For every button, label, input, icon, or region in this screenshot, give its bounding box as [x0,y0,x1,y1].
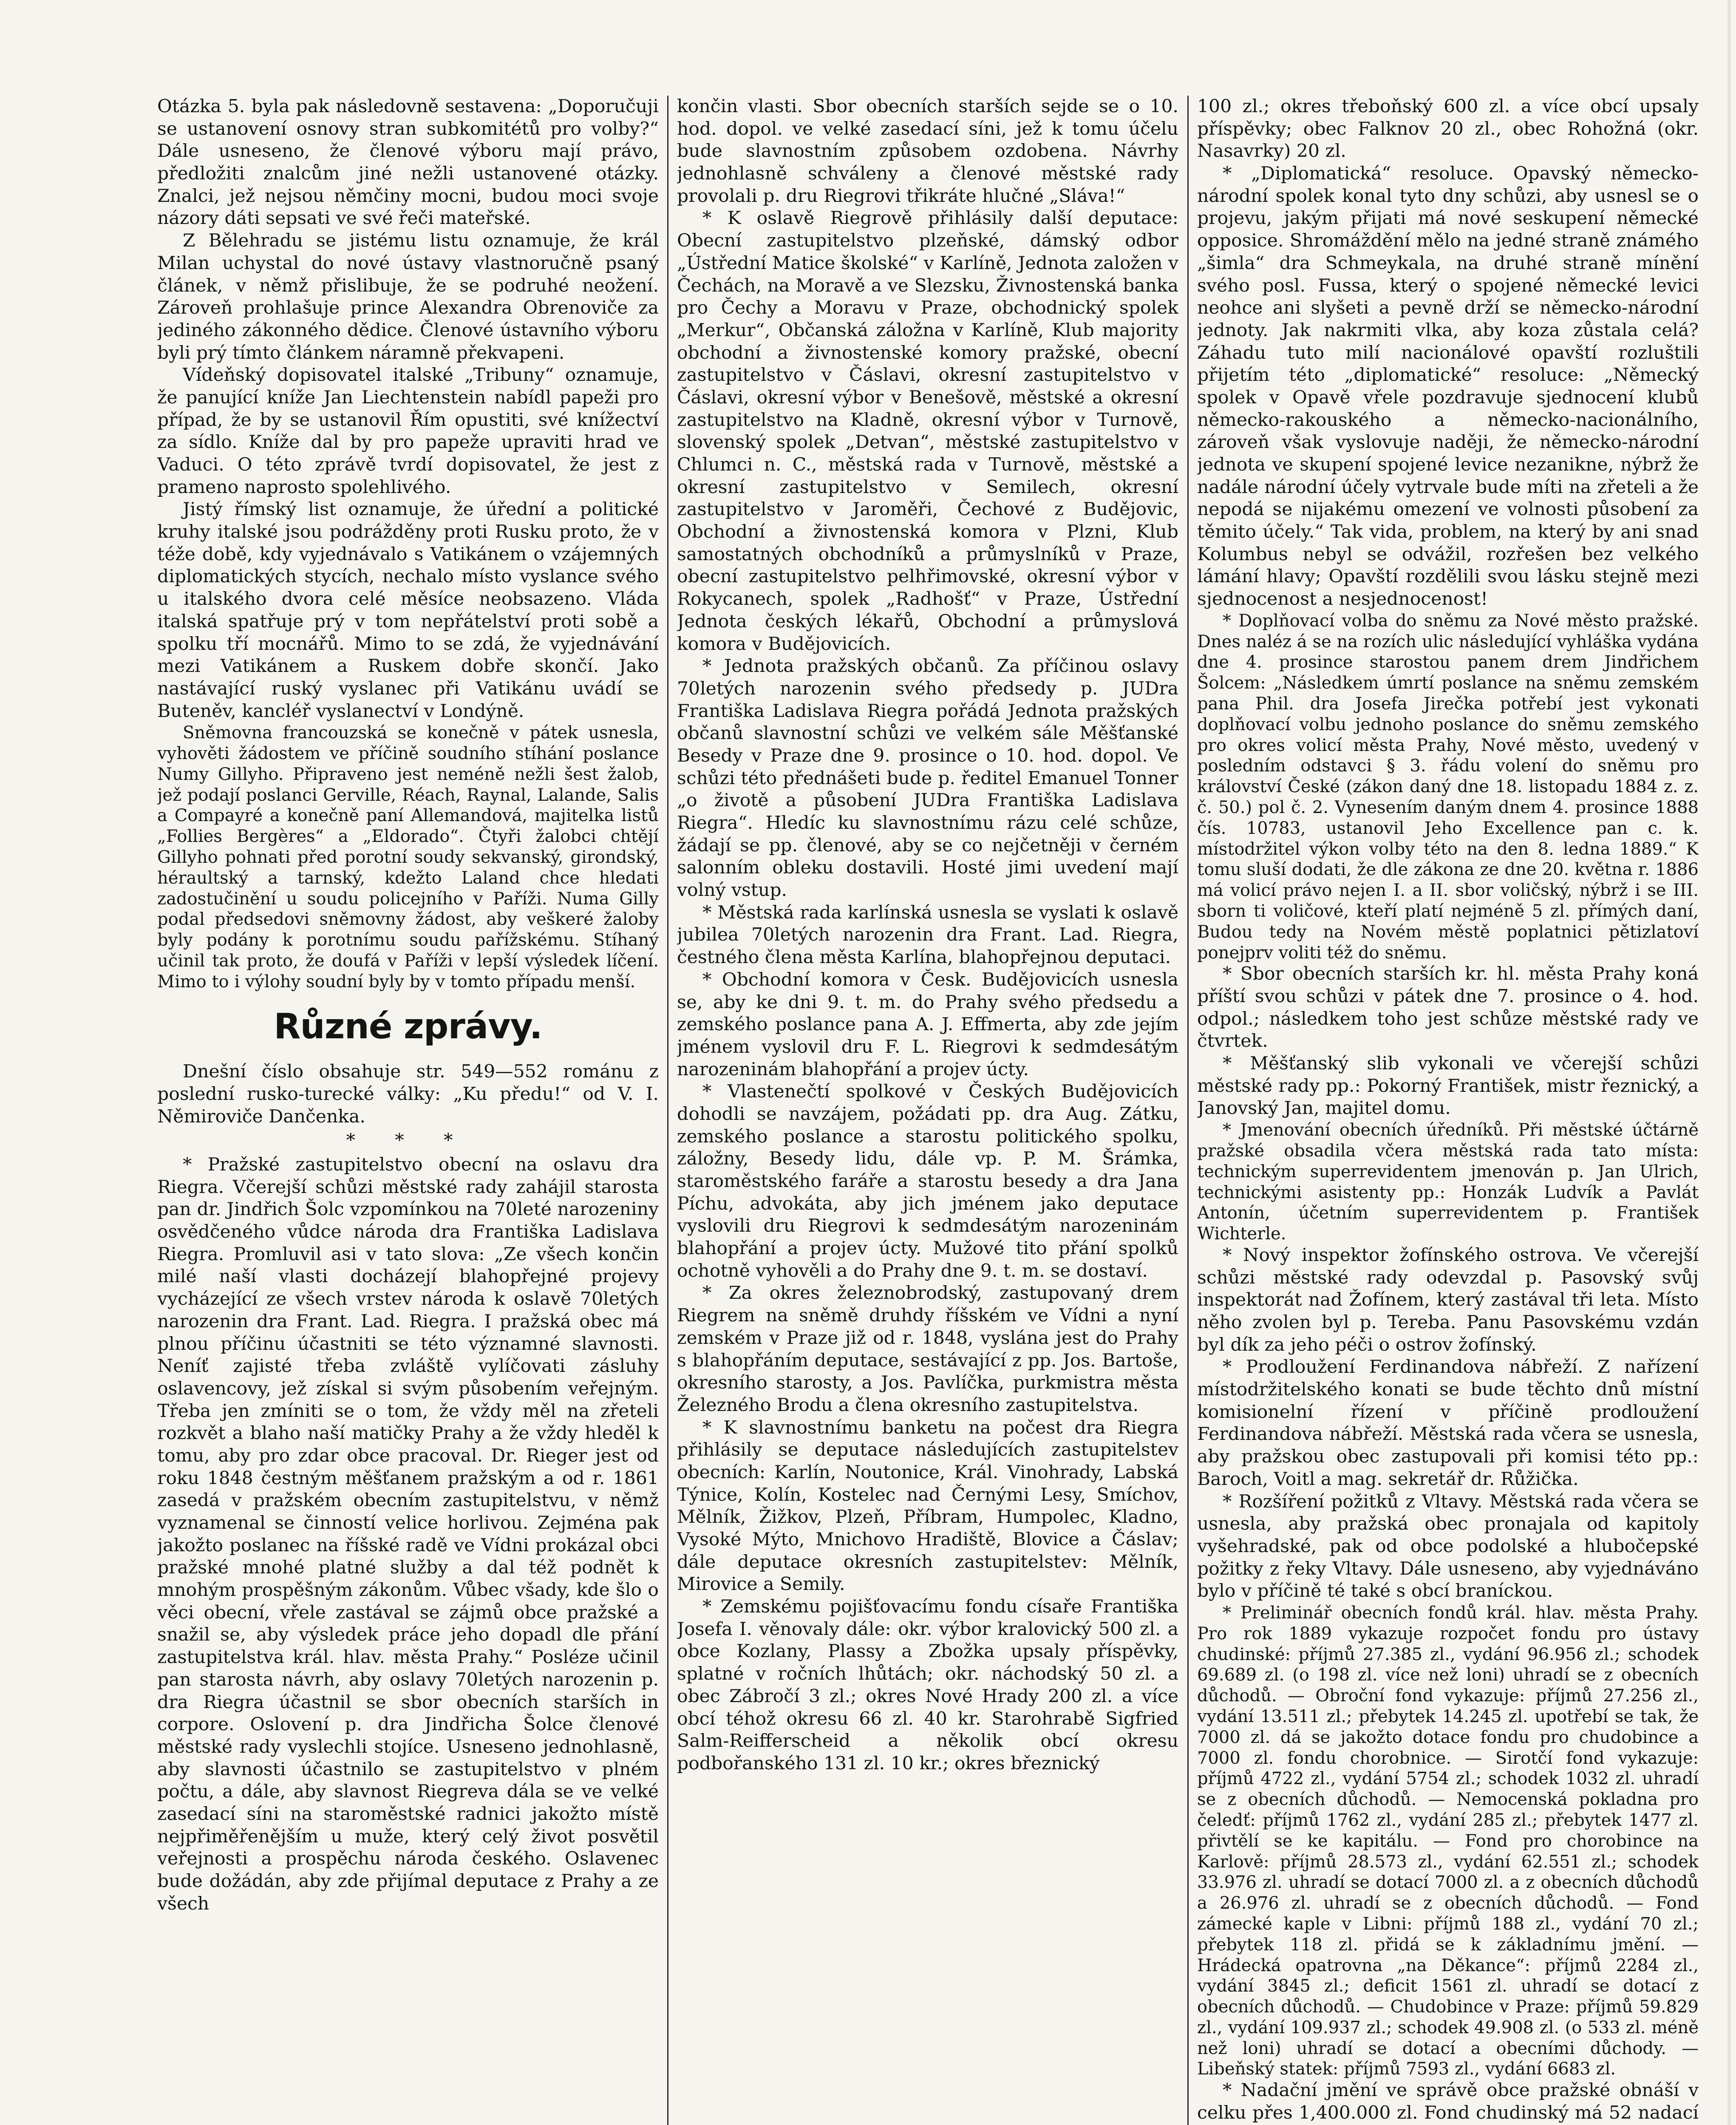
article-paragraph: 100 zl.; okres třeboňský 600 zl. a více obcí upsaly příspěvky; obec Falknov 20 zl., obec Rohožná (okr. Nasavrky) 20 zl. [1197,96,1699,162]
column-rule [667,96,668,2125]
page-edge [1728,0,1731,2125]
article-paragraph: Dnešní číslo obsahuje str. 549—552 románu z poslední rusko-turecké války: „Ku předu!“ od V. I. Němiroviče Dančenka. [157,1061,659,1127]
article-paragraph: * Jednota pražských občanů. Za příčinou oslavy 70letých narozenin svého předsedy p. JUDra Františka Ladislava Riegra pořádá Jednota pražských občanů slavnostní schůzi ve velkém sále Měšťanské Besedy v Praze dne 9. prosince o 10. hod. dopol. Ve schůzi této přednášeti bude p. ředitel Emanuel Tonner „o životě a působení JUDra Františka Ladislava Riegra“. Hledíc ku slavnostnímu rázu celé schůze, žádají se pp. členové, aby se co nejčetněji v černém salonním obleku dostavili. Hosté jimi uvedení mají volný vstup. [677,656,1178,901]
article-paragraph: * K oslavě Riegrově přihlásily další deputace: Obecní zastupitelstvo plzeňské, dámský odbor „Ústřední Matice školské“ v Karlíně, Jednota založen v Čechách, na Moravě a ve Slezsku, Živnostenská banka pro Čechy a Moravu v Praze, obchodnický spolek „Merkur“, Občanská záložna v Karlíně, Klub majority obchodní a živnostenské komory pražské, obecní zastupitelstvo v Čáslavi, okresní zastupitelstvo v Čáslavi, okresní výbor v Benešově, městské a okresní zastupitelstvo na Kladně, okresní výbor v Turnově, slovenský spolek „Detvan“, městské zastupitelstvo v Chlumci n. C., městská rada v Turnově, městské a okresní zastupitelstvo v Semilech, okresní zastupitelstvo v Jaroměři, Čechové z Budějovic, Obchodní a živnostenská komora v Plzni, Klub samostatných obchodníků a průmyslníků v Praze, obecní zastupitelstvo pelhřimovské, okresní výbor v Rokycanech, spolek „Radhošť“ v Praze, Ústřední Jednota českých lékařů, Obchodní a průmyslová komora v Budějovicích. [677,208,1178,654]
article-paragraph: * Doplňovací volba do sněmu za Nové město pražské. Dnes naléz á se na rozích ulic následující vyhláška vydána dne 4. prosince starostou panem drem Jindřichem Šolcem: „Následkem úmrtí poslance na sněmu zemském pana Phil. dra Josefa Jirečka potřebí jest vykonati doplňovací volbu jednoho poslance do sněmu zemského pro okres volicí města Prahy, Nové město, uvedený v posledním odstavci § 3. řádu volení do sněmu pro království České (zákon daný dne 18. listopadu 1884 z. z. č. 50.) pol č. 2. Vynesením daným dnem 4. prosince 1888 čís. 10783, ustanovil Jeho Excellence pan c. k. místodržitel výkon volby této na den 8. ledna 1889.“ K tomu sluší dodati, že dle zákona ze dne 20. května r. 1886 má volicí právo nejen I. a II. sbor voličský, nýbrž i se III. sborn ti voličové, kteří platí nejméně 5 zl. přímých daní, Budou tedy na Novém městě poplatnici pětizlatoví ponejprv voliti též do sněmu. [1197,611,1699,963]
article-paragraph: * Vlastenečtí spolkové v Českých Budějovicích dohodli se navzájem, požádati pp. dra Aug. Zátku, zemského poslance a starostu politického spolku, záložny, Besedy lidu, dále vp. P. M. Šrámka, staroměstského faráře a starostu besedy a dra Jana Píchu, advokáta, aby jich jménem jako deputace vyslovili dru Riegrovi k sedmdesátým narozeninám blahopřání a projev úcty. Mužové tito přání spolků ochotně vyhověli a do Prahy dne 9. t. m. se dostaví. [677,1081,1178,1281]
article-paragraph: Vídeňský dopisovatel italské „Tribuny“ oznamuje, že panující kníže Jan Liechtenstein nabídl papeži pro případ, že by se ustanovil Řím opustiti, své knížectví za sídlo. Kníže dal by pro papeže upraviti hrad ve Vaduci. O této zprávě tvrdí dopisovatel, že jest z prameno naprosto spolehlivého. [157,365,659,498]
article-paragraph: Jistý římský list oznamuje, že úřední a politické kruhy italské jsou podrážděny proti Rusku proto, že v téže době, kdy vyjednávalo s Vatikánem o vzájemných diplomatických stycích, nechalo místo vyslance svého u italského dvora celé měsíce neobsazeno. Vláda italská spatřuje prý v tom nepřátelství proti sobě a spolku tří mocnářů. Mimo to se zdá, že vyjednávání mezi Vatikánem a Ruskem dobře skončí. Jako nastávající ruský vyslanec při Vatikánu uvádí se Buteněv, kancléř vyslanectví v Londýně. [157,499,659,722]
article-paragraph: Otázka 5. byla pak následovně sestavena: „Doporučuji se ustanovení osnovy stran subkomitétů pro volby?“ Dále usneseno, že členové výboru mají právo, předložiti znalcům jiné nežli ustanovené otázky. Znalci, jež nejsou němčiny mocni, budou moci svoje názory dáti sepsati ve své řeči mateřské. [157,96,659,229]
column-middle [677,96,1178,2125]
article-paragraph: Sněmovna francouzská se konečně v pátek usnesla, vyhověti žádostem ve příčině soudního stíhání poslance Numy Gillyho. Připraveno jest neméně nežli šest žalob, jež podají poslanci Gerville, Réach, Raynal, Lalande, Salis a Compayré a konečně paní Allemandová, majitelka listů „Follies Bergères“ a „Eldorado“. Čtyři žalobci chtějí Gillyho pohnati před porotní soudy sekvanský, girondský, héraultský a tarnský, kdežto Laland chce hledati zadostučinění u soudu policejního v Paříži. Numa Gilly podal předsedovi sněmovny žádost, aby veškeré žaloby byly podány k porotnímu soudu pařížskému. Stíhaný učinil tak proto, že doufá v Paříži v lepší výsledek líčení. Mimo to i výlohy soudní byly by v tomto případu menší. [157,723,659,992]
article-paragraph: * Pražské zastupitelstvo obecní na oslavu dra Riegra. Včerejší schůzi městské rady zahájil starosta pan dr. Jindřich Šolc vzpomínkou na 70leté narozeniny osvědčeného vůdce národa dra Františka Ladislava Riegra. Promluvil asi v tato slova: „Ze všech končin milé naší vlasti docházejí blahopřejné projevy vycházející ze všech vrstev národa k oslavě 70letých narozenin dra Frant. Lad. Riegra. I pražská obec má plnou příčinu účastniti se této významné slavnosti. Neníť zajisté třeba zvláště vylíčovati zásluhy oslavencovy, jež získal si svým působením veřejným. Třeba jen zmíniti se o tom, že vždy měl na zřeteli rozkvět a blaho naší matičky Prahy a že vždy hleděl k tomu, aby pro zdar obce pracoval. Dr. Rieger jest od roku 1848 čestným měšťanem pražským a od r. 1861 zasedá v pražském obecním zastupitelstvu, v němž vyznamenal se činností velice horlivou. Zejména pak jakožto poslanec na říšské radě ve Vídni prokázal obci pražské mnohé platné služby a dal též podnět k mnohým prospěšným zákonům. Vůbec všady, kde šlo o věci obecní, vřele zastával se zájmů obce pražské a snažil se, aby výsledek práce jeho dopadl dle přání zastupitelstva král. hlav. města Prahy.“ Posléze učinil pan starosta návrh, aby oslavy 70letých narozenin p. dra Riegra účastnil se sbor obecních starších in corpore. Oslovení p. dra Jindřicha Šolce členové městské rady vyslechli stojíce. Usneseno jednohlasně, aby slavnosti účastnilo se zastupitelstvo v plném počtu, a dále, aby slavnost Riegreva dála se ve velké zasedací síni na staroměstské radnici jakožto místě nejpřiměřenějším u muže, který celý život posvětil veřejnosti a prospěchu národa českého. Oslavenec bude dožádán, aby zde přijímal deputace z Prahy a ze všech [157,1154,659,1914]
article-paragraph: * Nový inspektor žofínského ostrova. Ve včerejší schůzi městské rady odevzdal p. Pasovský svůj inspektorát nad Žofínem, který zastával tři leta. Místo něho zvolen byl p. Tereba. Panu Pasovskému vzdán byl dík za jeho péči o ostrov žofínský. [1197,1244,1699,1355]
article-paragraph: * Sbor obecních starších kr. hl. města Prahy koná příští svou schůzi v pátek dne 7. prosince o 4. hod. odpol.; následkem toho jest schůze městské rady ve čtvrtek. [1197,963,1699,1052]
article-paragraph: Z Bělehradu se jistému listu oznamuje, že král Milan uchystal do nové ústavy vlastnoručně psaný článek, v němž přislibuje, že se podruhé neožení. Zároveň prohlašuje prince Alexandra Obrenoviče za jediného zákonného dědice. Členové ústavního výboru byli prý tímto článkem náramně překvapeni. [157,230,659,363]
article-paragraph: * Rozšíření požitků z Vltavy. Městská rada včera se usnesla, aby pražská obec pronajala od kapitoly vyšehradské, pak od obce podolské a hlubočepské požitky z řeky Vltavy. Dále usneseno, aby vyjednáváno bylo v příčině té také s obcí braníckou. [1197,1491,1699,1602]
article-paragraph: * Zemskému pojišťovacímu fondu císaře Františka Josefa I. věnovaly dále: okr. výbor kralovický 500 zl. a obce Kozlany, Plassy a Zbožka upsaly příspěvky, splatné v ročních lhůtách; okr. náchodský 50 zl. a obec Zábročí 3 zl.; okres Nové Hrady 200 zl. a více obcí téhož okresu 66 zl. 40 kr. Starohrabě Sigfried Salm-Reifferscheid a několik obcí okresu podbořanského 131 zl. 10 kr.; okres březnický [677,1596,1178,1774]
column-right [1197,96,1699,2125]
article-paragraph: * Městská rada karlínská usnesla se vyslati k oslavě jubilea 70letých narozenin dra Frant. Lad. Riegra, čestného člena města Karlína, blahopřejnou deputaci. [677,902,1178,968]
column-rule [1187,96,1189,2125]
article-paragraph: * Za okres železnobrodský, zastupovaný drem Riegrem na sněmě druhdy říšském ve Vídni a nyní zemském v Praze již od r. 1848, vyslána jest do Prahy s blahopřáním deputace, sestávající z pp. Jos. Bartoše, okresního starosty, a Jos. Pavlíčka, purkmistra města Železného Brodu a člena okresního zastupitelstva. [677,1283,1178,1416]
column-left [157,96,659,2125]
article-paragraph: * Měšťanský slib vykonali ve včerejší schůzi městské rady pp.: Pokorný František, mistr řeznický, a Janovský Jan, majitel domu. [1197,1053,1699,1119]
separator-stars: * * * [346,1130,470,1151]
article-paragraph: * Obchodní komora v Česk. Budějovicích usnesla se, aby ke dni 9. t. m. do Prahy svého předsedu a zemského poslance pana A. J. Effmerta, aby zde jejím jménem vyslovil dru F. L. Riegrovi k sedmdesátým narozeninám blahopřání a projev úcty. [677,969,1178,1080]
article-paragraph: * Prodloužení Ferdinandova nábřeží. Z nařízení místodržitelského konati se bude těchto dnů místní komisionelní řízení v příčině prodloužení Ferdinandova nábřeží. Městská rada včera se usnesla, aby pražskou obec zastupovali při komisi této pp.: Baroch, Voitl a mag. sekretář dr. Růžička. [1197,1357,1699,1490]
article-paragraph: * Jmenování obecních úředníků. Při městské účtárně pražské obsadila včera městská rada tato místa: technickým superrevidentem jmenován p. Jan Ulrich, technickými asistenty pp.: Honzák Ludvík a Pavlát Antonín, účetním superrevidentem p. František Wichterle. [1197,1120,1699,1244]
article-paragraph: * „Diplomatická“ resoluce. Opavský německo-národní spolek konal tyto dny schůzi, aby usnesl se o projevu, jakým přijati má nové seskupení německé opposice. Shromáždění mělo na jedné straně známého „šimla“ dra Schmeykala, na druhé straně mínění svého posl. Fussa, který o spojené německé levici neohce ani slyšeti a pevně drží se německo-národní jednoty. Jak nakrmiti vlka, aby koza zůstala celá? Záhadu tuto milí nacionálové opavští rozluštili přijetím této „diplomatické“ resoluce: „Německý spolek v Opavě vřele pozdravuje sjednocení klubů německo-rakouského a německo-nacionálního, zároveň však vyslovuje naději, že německo-národní jednota ve skupení spojené levice nezanikne, nýbrž že nadále národní účely vytrvale bude míti na zřeteli a že nepodá se nijakému omezení ve volnosti působení za těmito účely.“ Tak vida, problem, na který by ani snad Kolumbus nebyl se odvážil, rozřešen bez velkého lámání hlavy; Opavští rozdělili svou lásku stejně mezi sjednocenost a nesjednocenost! [1197,163,1699,610]
article-paragraph: * Nadační jmění ve správě obce pražské obnáší v celku přes 1,400.000 zl. Fond chudinský má 52 nadací [1197,2080,1699,2123]
article-paragraph: končin vlasti. Sbor obecních starších sejde se o 10. hod. dopol. ve velké zasedací síni, jež k tomu účelu bude slavnostním způsobem ozdobena. Návrhy jednohlasně schváleny a členové městské rady provolali p. dru Riegrovi třikráte hlučné „Sláva!“ [677,96,1178,207]
article-paragraph: * Preliminář obecních fondů král. hlav. města Prahy. Pro rok 1889 vykazuje rozpočet fondu pro ústavy chudinské: příjmů 27.385 zl., vydání 96.956 zl.; schodek 69.689 zl. (o 198 zl. více než loni) uhradí se z obecních důchodů. — Obroční fond vykazuje: příjmů 27.256 zl., vydání 13.511 zl.; přebytek 14.245 zl. upotřebí se tak, že 7000 zl. dá se jakožto dotace fondu pro chudobince a 7000 zl. fondu chorobnice. — Sirotčí fond vykazuje: příjmů 4722 zl., vydání 5754 zl.; schodek 1032 zl. uhradí se z obecních důchodů. — Nemocenská pokladna pro čeledť: příjmů 1762 zl., vydání 285 zl.; přebytek 1477 zl. přivtělí se ke kapitálu. — Fond pro chorobince na Karlově: příjmů 28.573 zl., vydání 62.551 zl.; schodek 33.976 zl. uhradí se dotací 7000 zl. a z obecních důchodů a 26.976 zl. uhradí se z obecních důchodů. — Fond zámecké kaple v Libni: příjmů 188 zl., vydání 70 zl.; přebytek 118 zl. přidá se k základnímu jmění. — Hrádecká opatrovna „na Děkance“: příjmů 2284 zl., vydání 3845 zl.; deficit 1561 zl. uhradí se dotací z obecních důchodů. — Chudobince v Praze: příjmů 59.829 zl., vydání 109.937 zl.; schodek 49.908 zl. (o 533 zl. méně než loni) uhradí se dotací a obecními důchody. — Libeňský statek: příjmů 7593 zl., vydání 6683 zl. [1197,1603,1699,2079]
section-title: Různé zprávy. [274,1006,542,1047]
article-paragraph: * K slavnostnímu banketu na počest dra Riegra přihlásily se deputace následujících zastupitelstev obecních: Karlín, Noutonice, Král. Vinohrady, Labská Týnice, Kolín, Kostelec nad Černými Lesy, Smíchov, Mělník, Žižkov, Plzeň, Příbram, Humpolec, Kladno, Vysoké Mýto, Mnichovo Hradiště, Blovice a Čáslav; dále deputace okresních zastupitelstev: Mělník, Mirovice a Semily. [677,1417,1178,1595]
